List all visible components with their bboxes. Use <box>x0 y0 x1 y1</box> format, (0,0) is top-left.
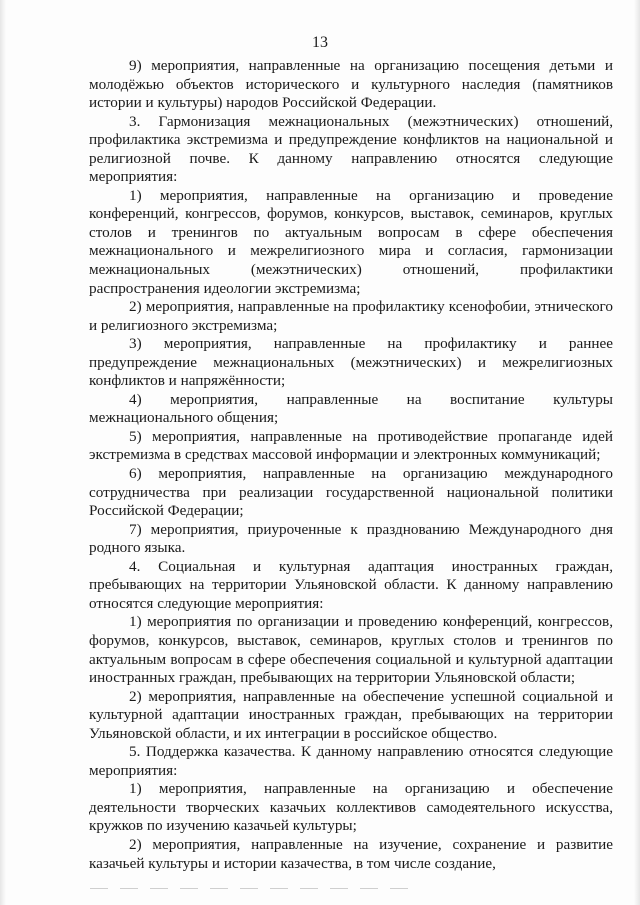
right-edge-shadow <box>634 0 640 905</box>
paragraph: 2) мероприятия, направленные на профилактику ксенофобии, этнического и религиозного экстремизма; <box>89 298 613 334</box>
paragraph: 9) мероприятия, направленные на организацию посещения детьми и молодёжью объектов исторического и культурного наследия (памятников истории и культуры) народов Российской Федерации. <box>89 57 613 112</box>
paragraph: 3. Гармонизация межнациональных (межэтнических) отношений, профилактика экстремизма и предупреждение конфликтов на национальной и религиозной почве. К данному направлению относятся следующие мероприятия: <box>89 112 613 186</box>
paragraph: 5) мероприятия, направленные на противодействие пропаганде идей экстремизма в средствах массовой информации и электронных коммуникаций; <box>89 427 613 464</box>
page-number: 13 <box>312 34 328 51</box>
paragraph: 4) мероприятия, направленные на воспитание культуры межнационального общения; <box>89 390 613 427</box>
paragraph: 5. Поддержка казачества. К данному направлению относятся следующие мероприятия: <box>89 743 613 779</box>
document-body <box>89 57 613 873</box>
paragraph: 2) мероприятия, направленные на обеспечение успешной социальной и культурной адаптации иностранных граждан, пребывающих на территории Ульяновской области, и их интеграции в российское общество. <box>89 687 613 742</box>
paragraph: 6) мероприятия, направленные на организацию международного сотрудничества при реализации государственной национальной политики Российской Федерации; <box>89 465 613 520</box>
paragraph: 2) мероприятия, направленные на изучение, сохранение и развитие казачьей культуры и истории казачества, в том числе создание, <box>89 835 613 872</box>
paragraph: 1) мероприятия, направленные на организацию и обеспечение деятельности творческих казачьих коллективов самодеятельного искусства, кружков по изучению казачьей культуры; <box>89 780 613 835</box>
paragraph: 7) мероприятия, приуроченные к празднованию Международного дня родного языка. <box>89 520 613 557</box>
paragraph: 1) мероприятия, направленные на организацию и проведение конференций, конгрессов, форумов, конкурсов, выставок, семинаров, круглых столов и тренингов по актуальным вопросам в сфере обеспечения межнационального и межрелигиозного мира и согласия, гармонизации межнациональных (межэтнических) отношений, профилактики распространения идеологии экстремизма; <box>89 186 613 297</box>
left-edge-shadow <box>0 0 6 905</box>
paragraph: 3) мероприятия, направленные на профилактику и раннее предупреждение межнациональных (межэтнических) и межрелигиозных конфликтов и напряжённости; <box>89 335 613 390</box>
paragraph: 1) мероприятия по организации и проведению конференций, конгрессов, форумов, конкурсов, выставок, семинаров, круглых столов и тренингов по актуальным вопросам в сфере обеспечения социальной и культурной адаптации иностранных граждан, пребывающих на территории Ульяновской области; <box>89 613 613 687</box>
paragraph: 4. Социальная и культурная адаптация иностранных граждан, пребывающих на территории Ульяновской области. К данному направлению относятся следующие мероприятия: <box>89 557 613 612</box>
scan-artifact-line <box>90 888 420 889</box>
